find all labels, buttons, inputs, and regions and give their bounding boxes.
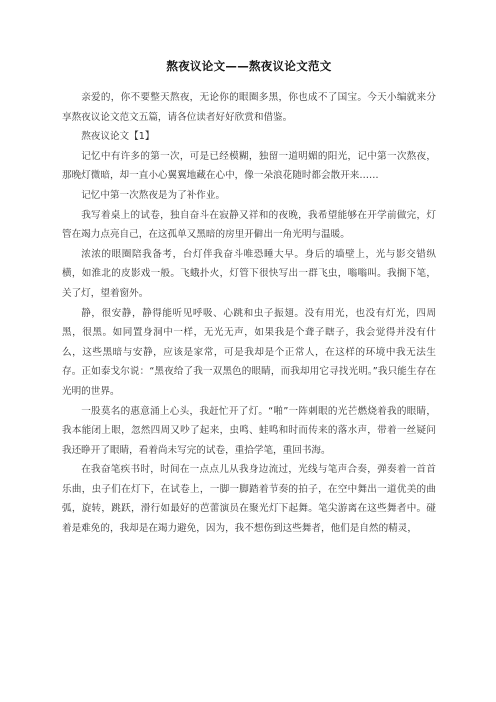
paragraph: 记忆中第一次熬夜是为了补作业。 — [81, 189, 226, 201]
document-title: 熬夜议论文——熬夜议论文范文 — [166, 59, 332, 73]
paragraph-intro: 亲爱的，你不要整天熬夜，无论你的眼圈多黑，你也成不了国宝。今天小编就来分享熬夜议论文范文五篇，请各位读者好好欣赏和借鉴。 — [62, 92, 436, 123]
paragraph: 静，很安静，静得能听见呼吸、心跳和虫子振翅。没有用光，也没有灯光，四周黑，很黑。如同置身洞中一样，无光无声，如果我是个聋子瞎子，我会觉得并没有什么，这些黑暗与安静，应该是家常，可是我却是个正常人，在这样的环境中我无法生存。正如泰戈尔说：“黑夜给了我一双黑色的眼睛，而我却用它寻找光明。”我只能生存在光明的世界。 — [62, 307, 436, 397]
paragraph: 我写着桌上的试卷，独自奋斗在寂静又祥和的夜晚，我希望能够在开学前做完，灯管在竭力点亮自己，在这孤单又黑暗的房里开僻出一角光明与温暖。 — [62, 209, 436, 241]
paragraph: 一股莫名的惠意涌上心头，我赶忙开了灯。“啪”一阵刺眼的光芒燃烧着我的眼睛，我本能闭上眼，忽然四周又吵了起来，虫鸣、蛙鸣和时而传来的落水声，带着一丝疑问我还睁开了眼睛，看着尚未写完的试卷，重拾学笔，重回书海。 — [62, 405, 436, 456]
paragraph: 记忆中有许多的第一次，可是已经模糊，独留一道明媚的阳光，记中第一次熬夜，那晚灯微暗，却一直小心翼翼地藏在心中，像一朵浪花随时都会散开来…… — [62, 150, 436, 182]
paragraph: 浓浓的眼圈陪我备考，台灯伴我奋斗唯恐睡大早。身后的墙壁上，光与影交错纵横，如淮北的皮影戏一般。飞蛾扑火，灯管下很快写出一群飞虫，嗡嗡叫。我搁下笔，关了灯，望着窗外。 — [62, 248, 436, 299]
paragraph-section-heading: 熬夜议论文【1】 — [81, 131, 155, 143]
paragraph: 在我奋笔疾书时，时间在一点点儿从我身边流过，光线与笔声合奏，弹奏着一首首乐曲，虫子们在灯下，在试卷上，一脚一脚踏着节奏的拍子，在空中舞出一道优美的曲弧，旋转，跳跃，滑行如最好的芭蕾演员在聚光灯下起舞。笔尖游离在这些舞者中。碰着是难免的，我却是在竭力避免，因为，我不想伤到这些舞者，他们是自然的精灵， — [62, 464, 436, 535]
